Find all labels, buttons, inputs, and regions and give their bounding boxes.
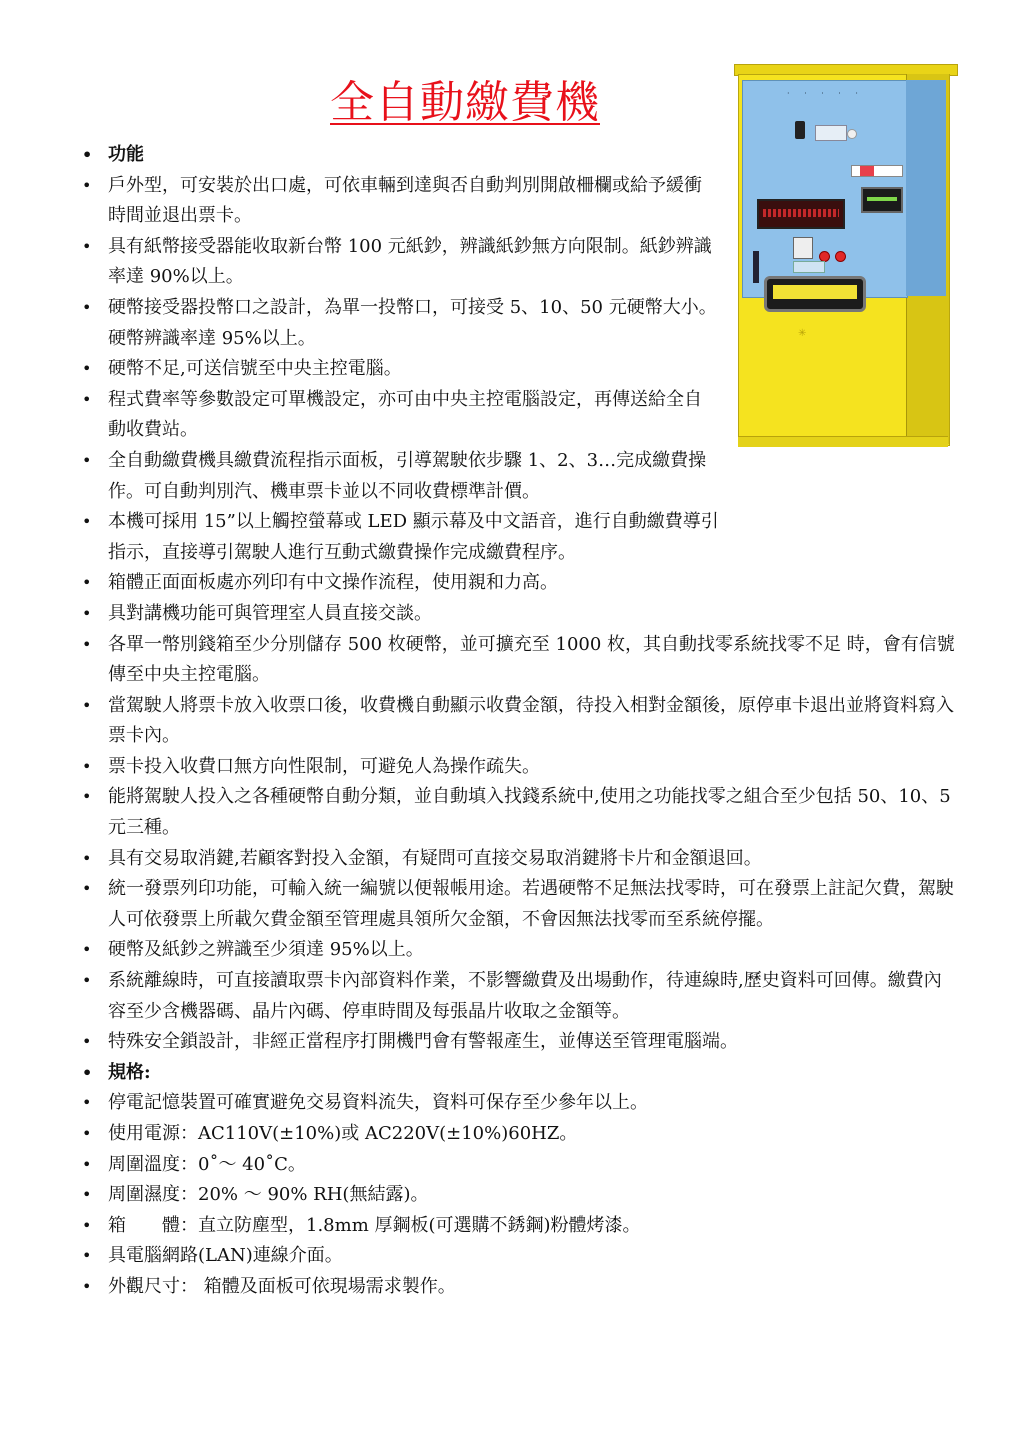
banknote-slot-icon — [861, 187, 903, 213]
ticket-label-plate — [793, 261, 825, 273]
list-item: • 各單一幣別錢箱至少分別儲存 500 枚硬幣，並可擴充至 1000 枚，其自動找零系統找零不足 時，會有信號傳至中央主控電腦。 — [80, 630, 958, 691]
list-item: • 全自動繳費機具繳費流程指示面板，引導駕駛依步驟 1、2、3…完成繳費操作。可自動判別汽、機車票卡並以不同收費標準計價。 — [80, 446, 718, 507]
list-item: • 統一發票列印功能，可輸入統一編號以便報帳用途。若遇硬幣不足無法找零時，可在發票上註記欠費，駕駛人可依發票上所載欠費金額至管理處具領所欠金額，不會因無法找零而至系統停擺。 — [80, 874, 958, 935]
section-heading: • 功能 — [80, 140, 980, 171]
list-item: • 箱體正面面板處亦列印有中文操作流程，使用親和力高。 — [80, 568, 958, 599]
vent-icon: ✳ — [798, 328, 807, 339]
list-item: • 特殊安全鎖設計，非經正當程序打開機門會有警報產生，並傳送至管理電腦端。 — [80, 1027, 958, 1058]
coin-button-icon — [847, 129, 857, 139]
payment-machine-photo — [734, 64, 956, 452]
list-item: • 具有交易取消鍵,若顧客對投入金額，有疑問可直接交易取消鍵將卡片和金額退回。 — [80, 844, 958, 875]
list-item: • 停電記憶裝置可確實避免交易資料流失，資料可保存至少參年以上。 — [80, 1088, 958, 1119]
change-tray-window — [764, 276, 866, 312]
front-panel — [742, 80, 908, 298]
side-slot-icon — [753, 251, 759, 283]
list-item: • 具對講機功能可與管理室人員直接交談。 — [80, 599, 958, 630]
led-display-icon — [757, 199, 845, 229]
cabinet-base — [738, 436, 948, 447]
list-item: • 票卡投入收費口無方向性限制，可避免人為操作疏失。 — [80, 752, 958, 783]
banknote-label — [851, 165, 903, 177]
panel-header-marking: · · · · · — [787, 89, 864, 98]
list-item: • 箱 體：直立防塵型，1.8mm 厚鋼板(可選購不銹鋼)粉體烤漆。 — [80, 1211, 958, 1242]
list-item: • 硬幣不足,可送信號至中央主控電腦。 — [80, 354, 718, 385]
list-item: • 具有紙幣接受器能收取新台幣 100 元紙鈔，辨識紙鈔無方向限制。紙鈔辨識率達 90%以上。 — [80, 232, 718, 293]
list-item: • 硬幣接受器投幣口之設計，為單一投幣口，可接受 5、10、50 元硬幣大小。硬幣辨識率達 95%以上。 — [80, 293, 718, 354]
banknote-image-icon — [860, 166, 874, 176]
list-item: • 戶外型，可安裝於出口處，可依車輛到達與否自動判別開啟柵欄或給予緩衝時間並退出票卡。 — [80, 171, 718, 232]
coin-label-plate — [815, 125, 847, 141]
ticket-slot-icon — [793, 237, 813, 259]
list-item: • 外觀尺寸： 箱體及面板可依現場需求製作。 — [80, 1272, 958, 1303]
list-item: • 能將駕駛人投入之各種硬幣自動分類，並自動填入找錢系統中,使用之功能找零之組合至少包括 50、10、5 元三種。 — [80, 782, 958, 843]
panel-side — [906, 80, 946, 296]
list-item: • 當駕駛人將票卡放入收票口後，收費機自動顯示收費金額，待投入相對金額後，原停車卡退出並將資料寫入票卡內。 — [80, 691, 958, 752]
section-heading: • 規格: — [80, 1058, 980, 1089]
list-item: • 系統離線時，可直接讀取票卡內部資料作業，不影響繳費及出場動作，待連線時,歷史資料可回傳。繳費內容至少含機器碼、晶片內碼、停車時間及每張晶片收取之金額等。 — [80, 966, 958, 1027]
list-item: • 硬幣及紙鈔之辨識至少須達 95%以上。 — [80, 935, 958, 966]
page-title: 全自動繳費機 — [330, 77, 600, 128]
coin-slot-icon — [795, 121, 805, 139]
list-item: • 具電腦網路(LAN)連線介面。 — [80, 1241, 958, 1272]
list-item: • 本機可採用 15”以上觸控螢幕或 LED 顯示幕及中文語音，進行自動繳費導引指示，直接導引駕駛人進行互動式繳費操作完成繳費程序。 — [80, 507, 728, 568]
list-item: • 程式費率等參數設定可單機設定，亦可由中央主控電腦設定，再傳送給全自動收費站。 — [80, 385, 718, 446]
list-item: • 使用電源：AC110V(±10%)或 AC220V(±10%)60HZ。 — [80, 1119, 958, 1150]
red-button-icon — [835, 251, 846, 262]
list-item: • 周圍濕度：20% ～ 90% RH(無結露)。 — [80, 1180, 958, 1211]
list-item: • 周圍溫度：0˚～ 40˚C。 — [80, 1150, 958, 1181]
